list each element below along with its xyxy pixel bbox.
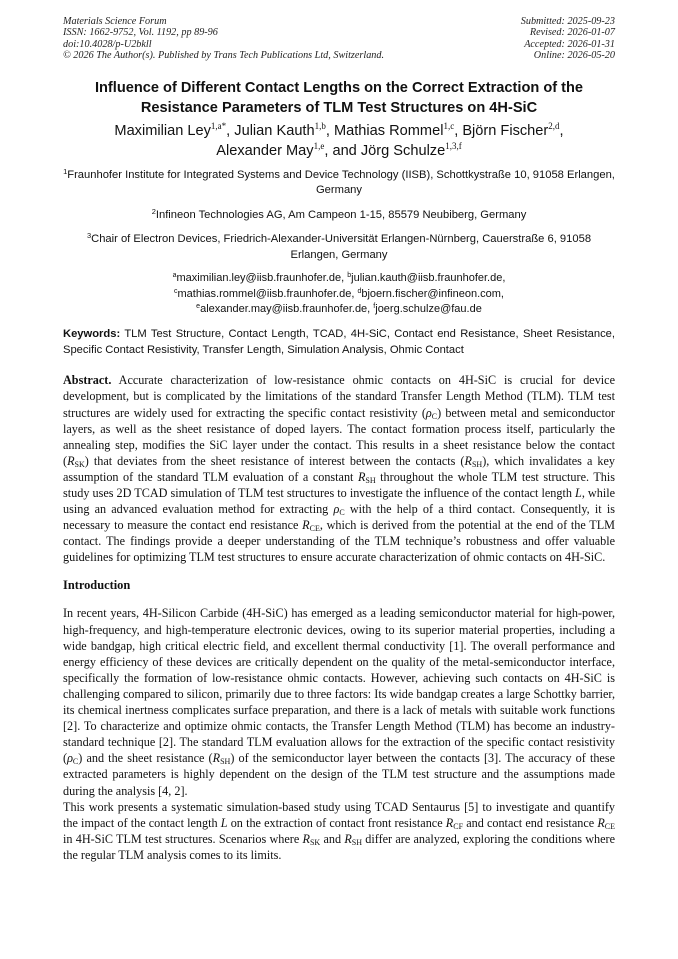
abstract-label: Abstract. bbox=[63, 373, 112, 388]
affiliation-text: Infineon Technologies AG, Am Campeon 1-15, 85579 Neubiberg, Germany bbox=[155, 208, 527, 221]
keywords-text: TLM Test Structure, Contact Length, TCAD, 4H-SiC, Contact end Resistance, Sheet Resistance, Specific Contact Resistivity, Transfer Length, Simulation Analysis, Ohmic Contact bbox=[63, 328, 616, 356]
author-name: Julian Kauth bbox=[234, 122, 315, 139]
author-name: Jörg Schulze bbox=[360, 142, 446, 159]
author-separator: , bbox=[226, 122, 235, 139]
r-sh-symbol: $R_{SH}$ bbox=[357, 469, 376, 485]
r-sh-symbol: $R_{SH}$ bbox=[464, 453, 483, 469]
author-marker: 1,e bbox=[313, 140, 325, 151]
author-name: Alexander May bbox=[216, 142, 314, 159]
rho-c-symbol: $\rho_C$ bbox=[425, 405, 438, 421]
publication-info bbox=[63, 16, 384, 62]
date-submitted: Submitted: 2025-09-23 bbox=[520, 16, 615, 27]
affiliation-text: Chair of Electron Devices, Friedrich-Alexander-Universität Erlangen-Nürnberg, Cauerstraße 6, 91058 Erlangen, Germany bbox=[91, 233, 592, 261]
r-cf-symbol: $R_{CF}$ bbox=[445, 815, 464, 831]
issn: ISSN: 1662-9752, Vol. 1192, pp 89-96 bbox=[63, 27, 218, 39]
date-accepted: Accepted: 2026-01-31 bbox=[524, 38, 615, 50]
affiliation-number: 3 bbox=[86, 231, 92, 241]
author-separator: , bbox=[559, 122, 564, 139]
publication-dates bbox=[521, 16, 615, 62]
author-separator: , and bbox=[324, 142, 361, 159]
doi: doi:10.4028/p-U2bkll bbox=[63, 38, 152, 50]
keywords-label: Keywords: bbox=[63, 328, 121, 341]
author-marker: 2,d bbox=[548, 120, 560, 131]
journal-header bbox=[63, 16, 615, 62]
rho-c-symbol: $\rho_C$ bbox=[67, 751, 79, 767]
email-link[interactable]: maximilian.ley@iisb.fraunhofer.de, bbox=[176, 272, 345, 285]
author-name: Maximilian Ley bbox=[114, 122, 211, 139]
l-symbol: L bbox=[220, 815, 228, 830]
l-symbol: L bbox=[575, 486, 582, 500]
r-sh-symbol: $R_{SH}$ bbox=[344, 831, 362, 847]
introduction-paragraph-1: In recent years, 4H-Silicon Carbide (4H-SiC) has emerged as a leading semiconductor material for high-power, high-frequency, and high-temperature electronic devices, owing to its superior material properties, including a wide bandgap, high critical electric field, and excellent thermal conductivity [1]. The overall performance and energy efficiency of these devices are critically dependent on the quality of the metal-semiconductor interface, specifically the formation of low-resistance ohmic contacts. However, achieving such contacts on 4H-SiC is challenging compared to silicon, primarily due to three factors: Its wide bandgap creates a large Schottky barrier, its chemical inertness complicates surface preparation, and there is a lack of metals with suitable work functions [2]. To characterize and optimize ohmic contacts, the Transfer Length Method (TLM) has become an industry-standard technique [2]. The standard TLM evaluation allows for the extraction of the specific contact resistivity $(\rho_C)$ and the sheet resistance $(R_{SH})$ of the semiconductor layer between the contacts [3]. The accuracy of these extracted parameters is highly dependent on the design of the TLM test structure and the assumptions made during the analysis [4, 2]. bbox=[63, 606, 615, 798]
affiliation-2 bbox=[63, 208, 615, 224]
r-sk-symbol: $R_{SK}$ bbox=[302, 831, 321, 847]
affiliation-3 bbox=[63, 232, 615, 263]
author-list bbox=[63, 121, 615, 161]
paper-page bbox=[63, 16, 615, 863]
r-ce-symbol: $R_{CE}$ bbox=[597, 815, 615, 831]
email-link[interactable]: mathias.rommel@iisb.fraunhofer.de, bbox=[177, 287, 355, 300]
email-link[interactable]: alexander.may@iisb.fraunhofer.de, bbox=[200, 302, 371, 315]
email-list: $^a$maximilian.ley@iisb.fraunhofer.de, $^b$julian.kauth@iisb.fraunhofer.de, $^c$mathias.rommel@iisb.fraunhofer.de, $^d$bjoern.fischer@infineon.com, $^e$alexander.may@iisb.fraunhofer.de, $^f$joerg.schulze@fau.de bbox=[172, 272, 506, 315]
abstract: Abstract. Accurate characterization of low-resistance ohmic contacts on 4H-SiC is crucial for device development, but is complicated by the limitations of the standard Transfer Length Method (TLM). TLM test structures are widely used for extracting the specific contact resistivity $(\rho_C)$ between metal and semiconductor layers, as well as the sheet resistance of doped layers. The contact formation process itself, particularly the annealing step, modifies the SiC layer under the contact. This results in a sheet resistance below the contact $(R_{SK})$ that deviates from the sheet resistance of interest between the contacts $(R_{SH})$, which invalidates a key assumption of the standard TLM evaluation of a constant $R_{SH}$ throughout the whole TLM test structure. This study uses 2D TCAD simulation of TLM test structures to investigate the influence of the contact length L, while using an advanced evaluation method for extracting $\rho_C$ with the help of a third contact. Consequently, it is necessary to measure the contact end resistance $R_{CE}$, which is derived from the potential at the end of the TLM contact. The findings provide a deeper understanding of the TLM technique’s robustness and offer valuable guidelines for optimizing TLM test structures to ensure accurate characterization of ohmic contacts on 4H-SiC. bbox=[63, 373, 616, 565]
r-sk-symbol: $R_{SK}$ bbox=[67, 453, 85, 469]
affiliation-1 bbox=[63, 168, 615, 199]
r-sh-symbol: $R_{SH}$ bbox=[212, 751, 231, 767]
email-link[interactable]: joerg.schulze@fau.de bbox=[375, 302, 482, 315]
paper-title: Influence of Different Contact Lengths on the Correct Extraction of the Resistance Parameters of TLM Test Structures on 4H-SiC bbox=[94, 79, 584, 116]
r-ce-symbol: $R_{CE}$ bbox=[302, 518, 320, 534]
author-marker: 1,b bbox=[314, 120, 326, 131]
author-marker: 1,3,f bbox=[445, 140, 462, 151]
author-name: Björn Fischer bbox=[462, 122, 549, 139]
affiliation-number: 2 bbox=[151, 206, 156, 216]
journal-name: Materials Science Forum bbox=[63, 16, 167, 27]
affiliation-text: Fraunhofer Institute for Integrated Systems and Device Technology (IISB), Schottkystraße 10, 91058 Erlangen, Germany bbox=[67, 168, 615, 197]
email-link[interactable]: bjoern.fischer@infineon.com, bbox=[361, 287, 504, 300]
author-name: Mathias Rommel bbox=[333, 122, 444, 139]
author-separator: , bbox=[325, 122, 334, 139]
rho-c-symbol: $\rho_C$ bbox=[333, 502, 345, 518]
author-separator: , bbox=[454, 122, 463, 139]
date-revised: Revised: 2026-01-07 bbox=[529, 27, 615, 39]
author-marker: 1,c bbox=[443, 120, 455, 131]
introduction-paragraph-2: This work presents a systematic simulation-based study using TCAD Sentaurus [5] to investigate and quantify the impact of the contact length L on the extraction of contact front resistance $R_{CF}$ and contact end resistance $R_{CE}$ in 4H-SiC TLM test structures. Scenarios where $R_{SK}$ and $R_{SH}$ differ are analyzed, exploring the conditions where the regular TLM analysis comes to its limits. bbox=[63, 799, 615, 862]
affiliation-number: 1 bbox=[63, 166, 68, 176]
keywords bbox=[63, 327, 615, 358]
section-heading: Introduction bbox=[63, 578, 131, 593]
license: © 2026 The Author(s). Published by Trans Tech Publications Ltd, Switzerland. bbox=[63, 50, 385, 62]
author-marker: 1,a* bbox=[210, 120, 227, 131]
email-link[interactable]: julian.kauth@iisb.fraunhofer.de, bbox=[351, 272, 506, 285]
date-online: Online: 2026-05-20 bbox=[533, 50, 615, 62]
